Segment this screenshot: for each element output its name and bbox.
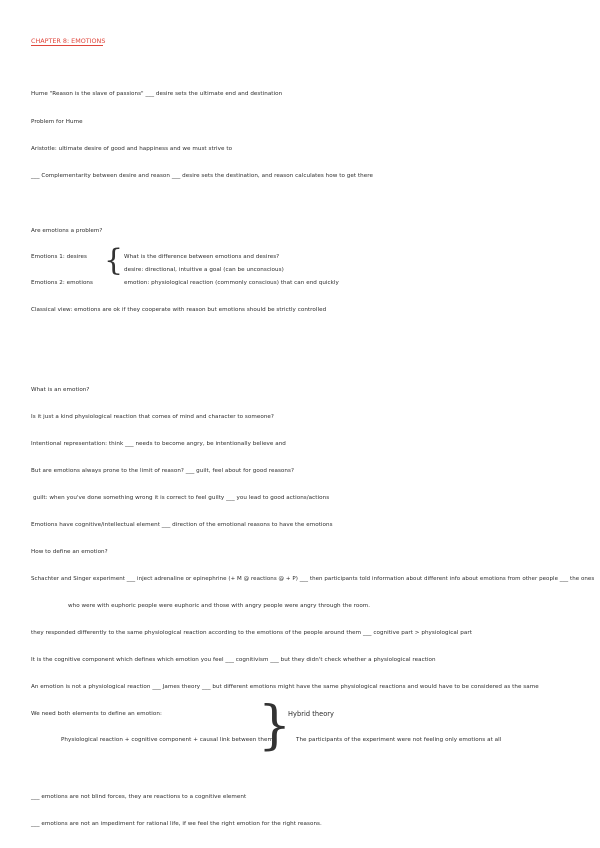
note-line: Schachter and Singer experiment ___ inject adrenaline or epinephrine (+ M @ reactions @ + P) ___ then participants told information about different info about emotions from other people ___ the ones — [31, 576, 595, 582]
note-line: Emotions have cognitive/intellectual element ___ direction of the emotional reasons to have the emotions — [31, 522, 333, 528]
note-heading: What is an emotion? — [31, 387, 90, 393]
note-line: What is the difference between emotions and desires? — [124, 254, 280, 260]
note-heading: How to define an emotion? — [31, 549, 108, 555]
note-line: ___ emotions are not blind forces, they are reactions to a cognitive element — [31, 794, 247, 800]
note-line: desire: directional, intuitive a goal (can be unconscious) — [124, 267, 284, 273]
bracket-icon: { — [104, 243, 124, 278]
note-line: guilt: when you've done something wrong it is correct to feel guilty ___ you lead to good actions/actions — [33, 495, 330, 501]
note-line: Classical view: emotions are ok if they cooperate with reason but emotions should be strictly controlled — [31, 307, 327, 313]
note-line: Intentional representation: think ___ needs to become angry, be intentionally believe and — [31, 441, 286, 447]
note-line: We need both elements to define an emotion: — [31, 711, 162, 717]
note-line: Is it just a kind physiological reaction that comes of mind and character to someone? — [31, 414, 274, 420]
note-line: Emotions 2: emotions — [31, 280, 93, 286]
note-label: Hybrid theory — [288, 710, 334, 718]
note-line: The participants of the experiment were not feeling only emotions at all — [296, 737, 502, 743]
note-line: emotion: physiological reaction (commonly conscious) that can end quickly — [124, 280, 339, 286]
page-title: CHAPTER 8: EMOTIONS — [31, 37, 106, 45]
note-line: It is the cognitive component which defines which emotion you feel ___ cognitivism ___ but they didn't check whether a physiological reaction — [31, 657, 436, 663]
note-line: who were with euphoric people were euphoric and those with angry people were angry through the room. — [68, 603, 371, 609]
note-line: Problem for Hume — [31, 119, 83, 125]
note-line: they responded differently to the same physiological reaction according to the emotions of the people around them ___ cognitive part > physiological part — [31, 630, 472, 636]
note-line: Physiological reaction + cognitive component + causal link between them — [61, 737, 273, 743]
bracket-icon: { — [258, 696, 292, 756]
note-line: Aristotle: ultimate desire of good and happiness and we must strive to — [31, 146, 233, 152]
note-line: ___ emotions are not an impediment for rational life, if we feel the right emotion for the right reasons. — [31, 821, 322, 827]
note-heading: Are emotions a problem? — [31, 228, 103, 234]
title-underline — [31, 45, 103, 46]
note-line: Hume "Reason is the slave of passions" ___ desire sets the ultimate end and destination — [31, 91, 283, 97]
note-line: But are emotions always prone to the limit of reason? ___ guilt, feel about for good reasons? — [31, 468, 294, 474]
note-line: An emotion is not a physiological reaction ___ James theory ___ but different emotions might have the same physiological reactions and would have to be considered as the same — [31, 684, 539, 690]
note-line: Emotions 1: desires — [31, 254, 87, 260]
note-line: ___ Complementarity between desire and reason ___ desire sets the destination, and reason calculates how to get there — [31, 173, 373, 179]
